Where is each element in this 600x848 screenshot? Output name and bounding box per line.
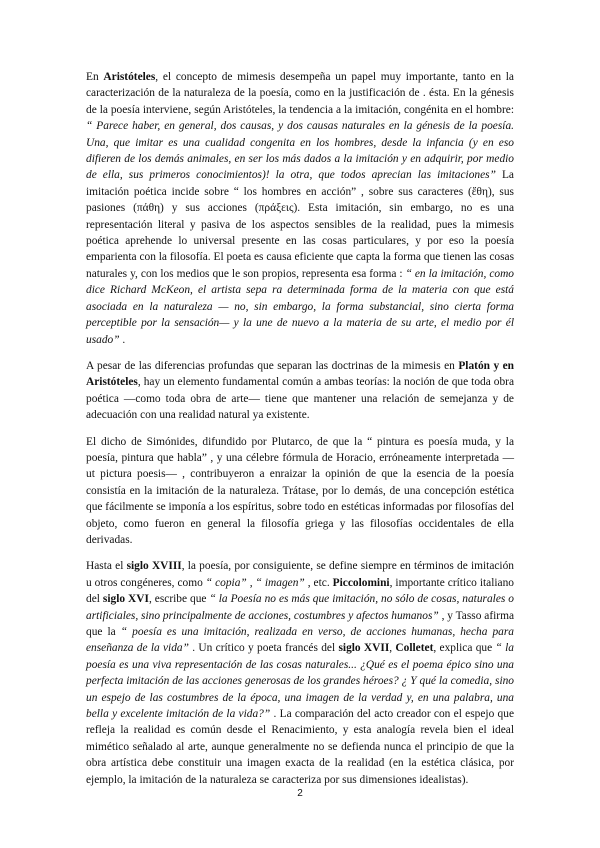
quote-run: “ Parece haber, en general, dos causas, y dos causas naturales en la génesis de la poesía. Una, que imitar es una cualidad congenita en los hombres, desde la infancia (y en eso difieren de los demás animales, en ser los más dados a la imitación y en adquirir, por medio de ella, sus primeros conocimientos)! la otra, que todos aprecian las imitaciones” (86, 120, 514, 182)
text-run: . Un crítico y poeta francés del (188, 642, 339, 655)
bold-run: Platón y en Aristóteles (86, 359, 514, 389)
quote-run: “ en la imitación, como dice Richard McKeon, el artista sepa ra determinada forma de la materia con que está asociada en la naturaleza — no, sin embargo, la forma substancial, sino cierta forma perceptible por la sensación— y la une de nuevo a la materia de su arte, el medio por él usado” (86, 267, 514, 346)
bold-run: Piccolomini (332, 576, 390, 589)
text-run: , y Tasso afirma que la (86, 609, 515, 638)
text-run: Hasta el (86, 560, 127, 573)
text-run: , importante crítico italiano del (86, 576, 514, 606)
body-text (86, 69, 514, 798)
paragraph (86, 434, 514, 549)
page-number: 2 (297, 788, 303, 799)
bold-run: siglo XVI (102, 593, 149, 606)
bold-run: siglo XVII (338, 642, 390, 655)
text-run: . (119, 333, 126, 346)
text-run: , (389, 642, 396, 655)
bold-run: Colletet (395, 642, 434, 655)
text-run: , el concepto de mimesis desempeña un papel muy importante, tanto en la caracterización de la naturaleza de la poesía, como en la justificación de . ésta. En la génesis de la poesía interviene, según Aristóteles, la tendencia a la imitación, congénita en el hombre: (86, 71, 514, 116)
bold-run: Aristóteles (103, 71, 156, 83)
text-run: , escribe que (148, 593, 210, 606)
text-run: , etc. (304, 576, 333, 589)
text-run: , explica que (433, 642, 496, 655)
quote-run: “ la poesía es una viva representación de las cosas naturales... ¿Qué es el poema épico sino una perfecta imitación de las acciones generosas de los grandes héroes? ¿ Y qué la comedia, sino un espejo de las costumbres de la época, una imagen de la verdad y, en una palabra, una bella y excelente imitación de la vida?” (86, 642, 515, 721)
text-run: El dicho de Simónides, difundido por Plutarco, de que la “ pintura es poesía muda, y la poesía, pintura que habla” , y una célebre fórmula de Horacio, erróneamente interpretada — ut pictura poesis— , contribuyeron a enraizar la opinión de que la esencia de la poesía consistía en la imitación de la naturaleza. Trátase, por lo demás, de una concepción estética que fácilmente se imponía a los espíritus, sobre todo en estéticas informadas por filosofías del objeto, como fueron en general la filosofía griega y las filosofías occidentales de ella derivadas. (86, 435, 514, 546)
quote-run: “ poesía es una imitación, realizada en verso, de acciones humanas, hecha para enseñanza de la vida” (86, 626, 514, 655)
paragraph (86, 358, 514, 424)
text-run: A pesar de las diferencias profundas que separan las doctrinas de la mimesis en (86, 359, 459, 372)
bold-run: siglo XVIII (126, 560, 182, 573)
text-run: La imitación poética incide sobre “ los hombres en acción” , sobre sus caracteres (ἔθη), sus pasiones (πάθη) y sus acciones (πράξεις). Esta imitación, sin embargo, no es una representación literal y pasiva de los aspectos sensibles de la realidad, pues la mimesis poética aprehende lo universal presente en las cosas particulares, y por eso la poesía emparienta con la filosofía. El poeta es causa eficiente que capta la forma que tienen las cosas naturales y, con los medios que le son propios, representa esa forma : (86, 169, 514, 280)
quote-run: “ la Poesía no es más que imitación, no sólo de cosas, naturales o artificiales, sino principalmente de acciones, costumbres y afectos humanos” (86, 593, 514, 622)
text-run: . La comparación del acto creador con el espejo que refleja la realidad es común desde el Renacimiento, y esta analogía revela bien el ideal mimético señalado al arte, aunque generalmente no se defienda nunca el principio de que la obra artística debe constituir una imagen exacta de la realidad (en la estética clásica, por ejemplo, la imitación de la naturaleza se caracteriza por sus dimensiones idealistas). (86, 708, 515, 786)
text-run: , la poesía, por consiguiente, se define siempre en términos de imitación u otros congéneres, como (86, 560, 514, 589)
paragraph (86, 69, 514, 348)
text-run: En (86, 71, 104, 83)
paragraph (86, 558, 514, 788)
quote-run: “ copia” , “ imagen” (205, 576, 305, 589)
text-run: , hay un elemento fundamental común a ambas teorías: la noción de que toda obra poética —como toda obra de arte— tiene que mantener una relación de semejanza y de adecuación con una realidad natural ya existente. (86, 376, 514, 422)
